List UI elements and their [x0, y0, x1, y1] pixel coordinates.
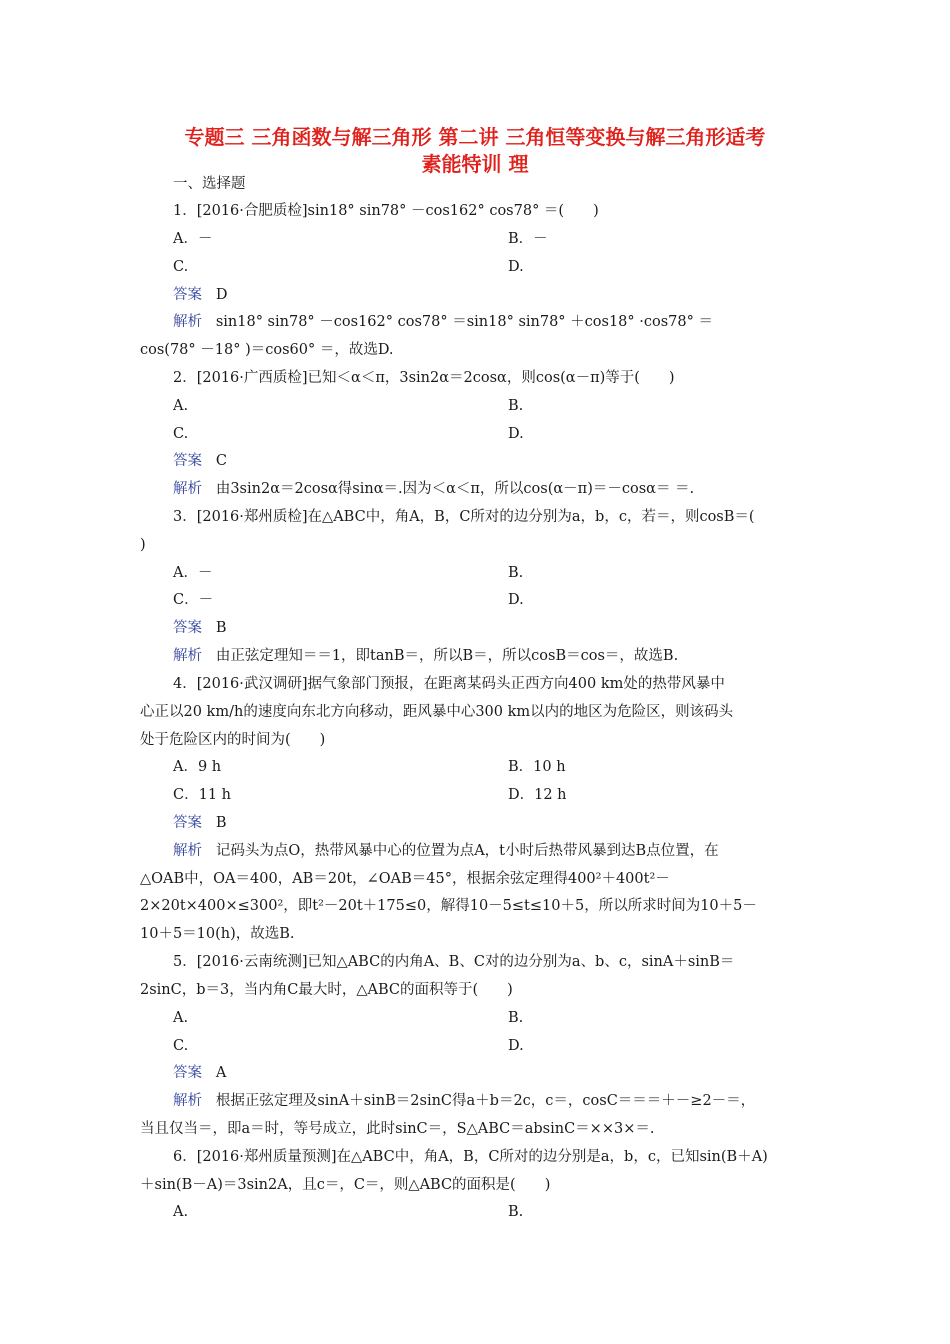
q1-analysis-line2: cos(78° －18° )＝cos60° ＝，故选D. [140, 342, 394, 358]
answer-label: 答案 [173, 620, 202, 636]
q3-answer-value: B [215, 620, 227, 636]
q1-stem: 1．[2016·合肥质检]sin18° sin78° －cos162° cos78° ＝( ) [173, 203, 599, 219]
q2-option-a: A. [173, 398, 189, 414]
q5-option-a: A. [173, 1010, 189, 1026]
q4-stem-line3: 处于危险区内的时间为( ) [140, 732, 326, 748]
q3-option-b: B. [508, 565, 524, 581]
answer-label: 答案 [173, 287, 202, 303]
q3-analysis-text-1: 由正弦定理知＝＝1，即tanB＝，所以B＝，所以cosB＝cos＝，故选B. [215, 648, 679, 664]
q2-answer [173, 451, 227, 471]
analysis-label: 解析 [173, 314, 202, 330]
q2-option-b: B. [508, 398, 524, 414]
q1-option-c: C. [173, 259, 189, 275]
q2-option-c: C. [173, 426, 189, 442]
q1-analysis-text-1: sin18° sin78° －cos162° cos78° ＝sin18° sin78° ＋cos18° ·cos78° ＝ [215, 314, 713, 330]
q5-analysis-line1 [173, 1091, 755, 1111]
q5-option-c: C. [173, 1038, 189, 1054]
document-title-line1: 专题三 三角函数与解三角形 第二讲 三角恒等变换与解三角形适考 [184, 125, 766, 149]
q4-option-b: B．10 h [508, 759, 566, 775]
q3-option-a: A．－ [173, 565, 213, 581]
q4-option-c: C．11 h [173, 787, 231, 803]
analysis-label: 解析 [173, 481, 202, 497]
q4-analysis-line3: 2×20t×400×≤300²，即t²－20t＋175≤0，解得10－5≤t≤10＋5，所以所求时间为10＋5－ [140, 898, 757, 914]
q4-stem-line1: 4．[2016·武汉调研]据气象部门预报，在距离某码头正西方向400 km处的热带风暴中 [173, 676, 725, 692]
q3-option-d: D. [508, 592, 524, 608]
q1-option-b: B．－ [508, 231, 548, 247]
q5-stem-line1: 5．[2016·云南统测]已知△ABC的内角A、B、C对的边分别为a、b、c，sinA＋sinB＝ [173, 954, 735, 970]
q5-stem-line2: 2sinC，b＝3，当内角C最大时，△ABC的面积等于( ) [140, 982, 513, 998]
answer-label: 答案 [173, 453, 202, 469]
answer-label: 答案 [173, 815, 202, 831]
analysis-label: 解析 [173, 648, 202, 664]
q2-analysis-line1 [173, 479, 694, 499]
document-title-line2: 素能特训 理 [421, 152, 529, 176]
q6-stem-line2: ＋sin(B－A)＝3sin2A，且c＝，C＝，则△ABC的面积是( ) [140, 1177, 551, 1193]
q1-option-d: D. [508, 259, 524, 275]
q4-answer [173, 813, 226, 833]
q3-analysis-line1 [173, 646, 678, 666]
q5-option-d: D. [508, 1038, 524, 1054]
q5-answer-value: A [215, 1065, 227, 1081]
section-heading: 一、选择题 [173, 176, 246, 192]
q5-analysis-line2: 当且仅当＝，即a＝时，等号成立，此时sinC＝，S△ABC＝absinC＝××3×＝. [140, 1121, 655, 1137]
q5-answer [173, 1063, 226, 1083]
q4-option-d: D．12 h [508, 787, 567, 803]
q5-analysis-text-1: 根据正弦定理及sinA＋sinB＝2sinC得a＋b＝2c，c＝，cosC＝＝＝＋－≥2－＝， [215, 1093, 756, 1109]
q4-analysis-text-1: 记码头为点O，热带风暴中心的位置为点A，t小时后热带风暴到达B点位置，在 [215, 843, 719, 859]
analysis-label: 解析 [173, 843, 202, 859]
q4-answer-value: B [215, 815, 227, 831]
q3-stem-line2: ) [140, 537, 146, 553]
q4-analysis-line2: △OAB中，OA＝400，AB＝20t，∠OAB＝45°，根据余弦定理得400²＋400t²－ [140, 871, 670, 887]
q4-analysis-line4: 10＋5＝10(h)，故选B. [140, 926, 295, 942]
q1-analysis-line1 [173, 312, 713, 332]
q6-stem-line1: 6．[2016·郑州质量预测]在△ABC中，角A，B，C所对的边分别是a，b，c，已知sin(B＋A) [173, 1149, 768, 1165]
analysis-label: 解析 [173, 1093, 202, 1109]
q2-analysis-text-1: 由3sin2α＝2cosα得sinα＝.因为＜α＜π，所以cos(α－π)＝－cosα＝ ＝. [215, 481, 695, 497]
q2-stem: 2．[2016·广西质检]已知＜α＜π，3sin2α＝2cosα，则cos(α－π)等于( ) [173, 370, 675, 386]
q6-option-b: B. [508, 1204, 524, 1220]
answer-label: 答案 [173, 1065, 202, 1081]
q5-option-b: B. [508, 1010, 524, 1026]
q1-answer-value: D [215, 287, 228, 303]
q4-stem-line2: 心正以20 km/h的速度向东北方向移动，距风暴中心300 km以内的地区为危险区，则该码头 [140, 704, 734, 720]
q2-answer-value: C [215, 453, 227, 469]
q6-option-a: A. [173, 1204, 189, 1220]
q3-answer [173, 618, 226, 638]
q4-option-a: A．9 h [173, 759, 222, 775]
q3-option-c: C．－ [173, 592, 214, 608]
q3-stem-line1: 3．[2016·郑州质检]在△ABC中，角A，B，C所对的边分别为a，b，c，若＝，则cosB＝( [173, 509, 755, 525]
q4-analysis-line1 [173, 841, 719, 861]
q1-option-a: A．－ [173, 231, 213, 247]
q1-answer [173, 285, 227, 305]
q2-option-d: D. [508, 426, 524, 442]
